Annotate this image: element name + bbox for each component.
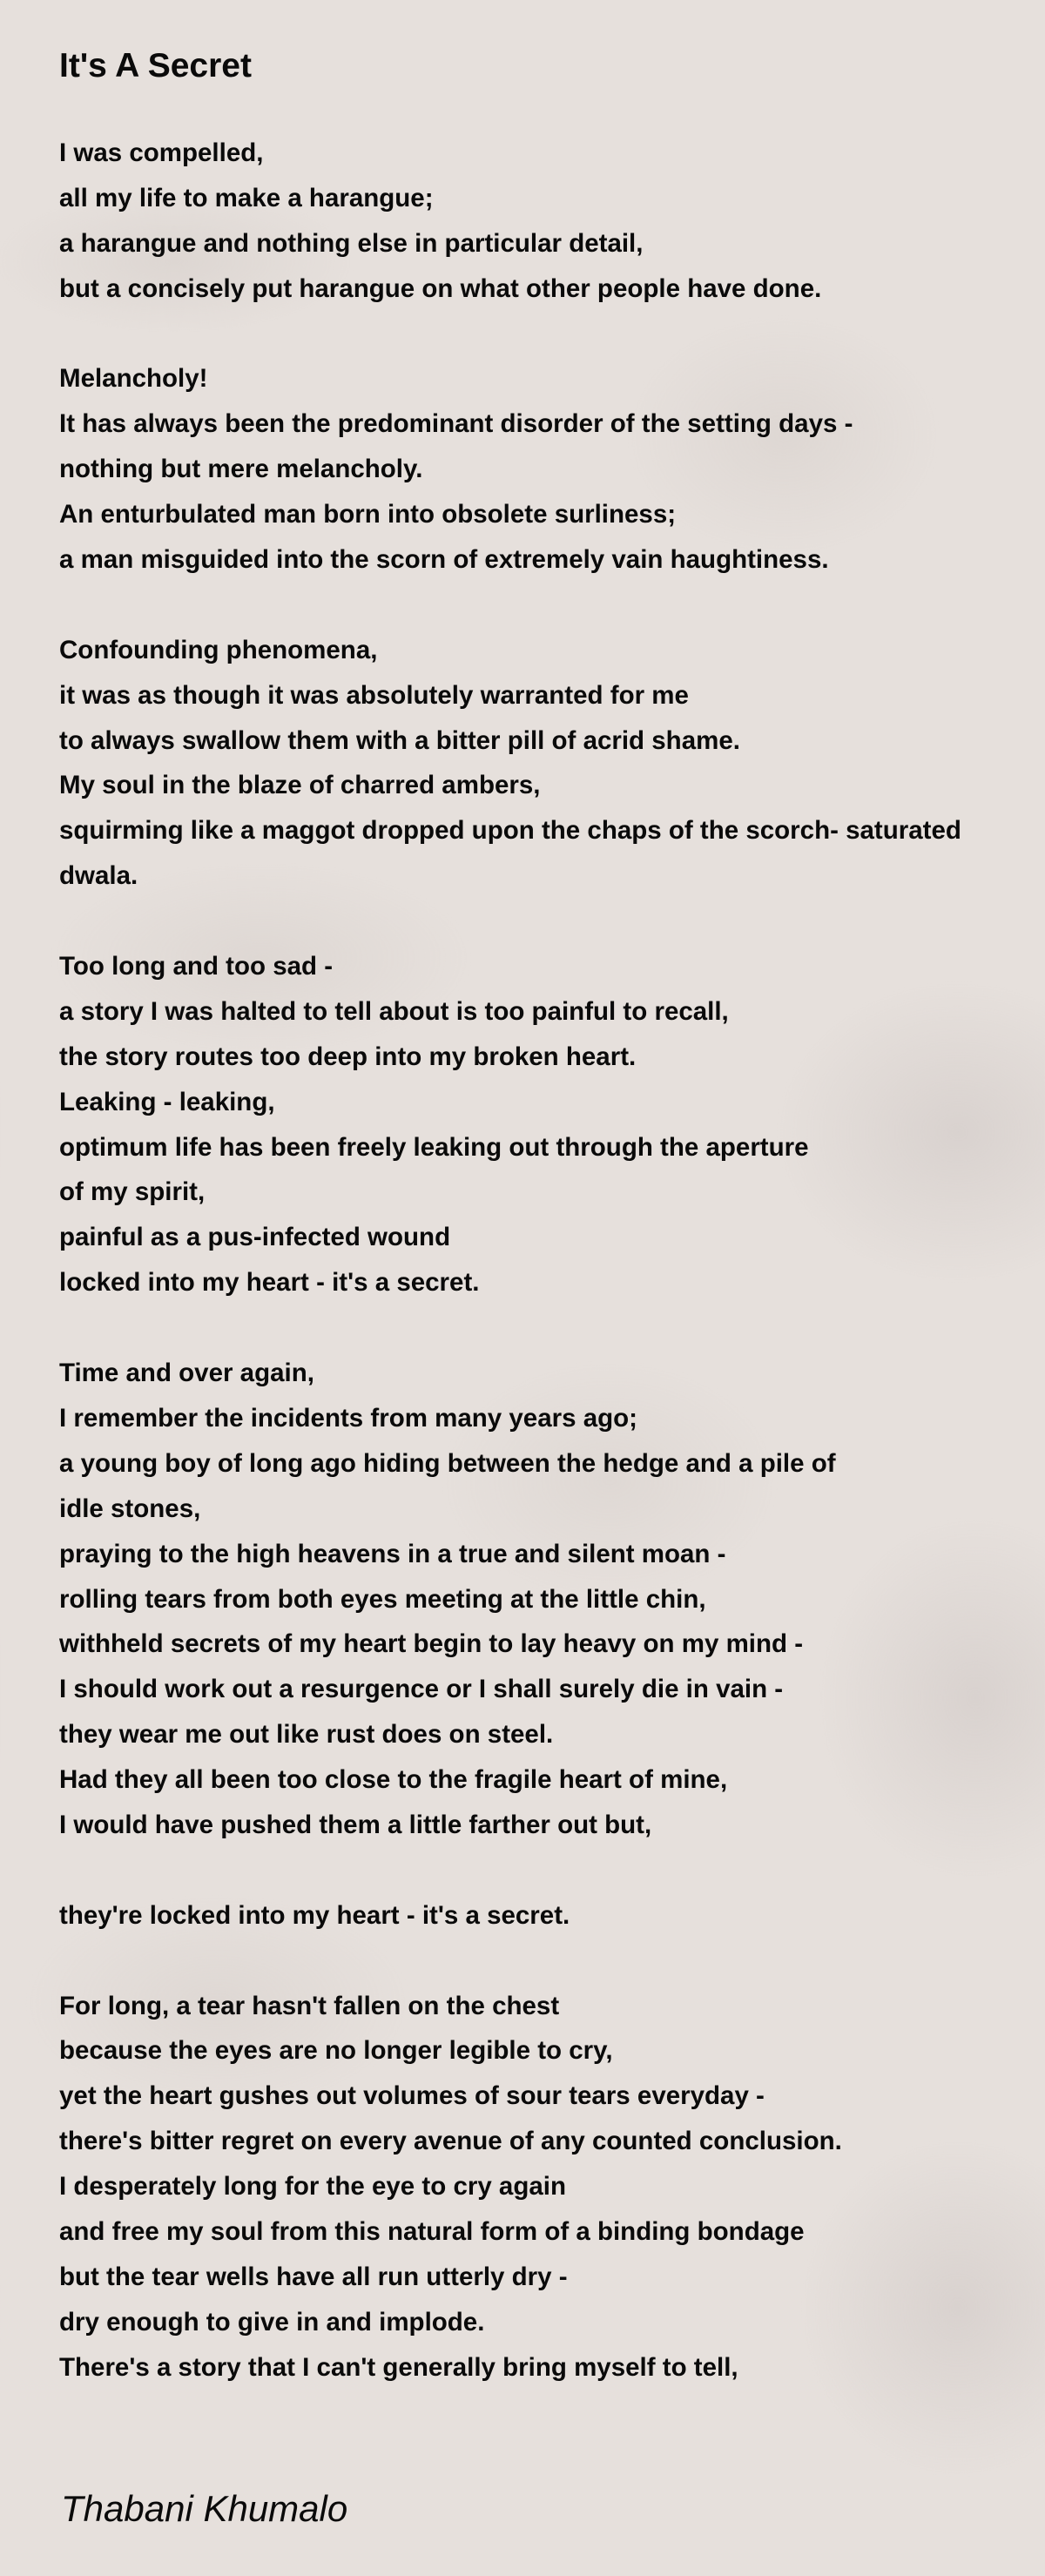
poem-line: Had they all been too close to the fragile heart of mine, [59,1765,728,1795]
poem-line: dry enough to give in and implode. [59,2307,485,2337]
poem-line: I desperately long for the eye to cry again [59,2172,566,2202]
stanza [59,944,1045,1305]
poem-line: painful as a pus-infected wound [59,1223,451,1252]
poem-line: nothing but mere melancholy. [59,455,423,484]
poem-line: a man misguided into the scorn of extremely vain haughtiness. [59,545,829,575]
poem-line: of my spirit, [59,1177,206,1207]
stanza [59,628,1045,899]
poem-line: to always swallow them with a bitter pill of acrid shame. [59,725,740,755]
poem-line: dwala. [59,861,138,891]
poem-line: I should work out a resurgence or I shall surely die in vain - [59,1675,784,1704]
poem-author: Thabani Khumalo [61,2488,348,2529]
poem-line: because the eyes are no longer legible to cry, [59,2036,613,2066]
poem-line: withheld secrets of my heart begin to lay heavy on my mind - [59,1629,804,1659]
poem-line: idle stones, [59,1494,201,1523]
poem-line: Confounding phenomena, [59,635,378,664]
poem-line: a story I was halted to tell about is too painful to recall, [59,996,729,1026]
poem-line: they're locked into my heart - it's a secret. [59,1900,570,1930]
stanza [59,1893,1045,1939]
poem-line: yet the heart gushes out volumes of sour tears everyday - [59,2081,765,2111]
poem-line: a harangue and nothing else in particular detail, [59,228,644,258]
poem-line: praying to the high heavens in a true and silent moan - [59,1539,726,1568]
stanza [59,1984,1045,2391]
poem-line: Too long and too sad - [59,952,334,981]
poem-line: It has always been the predominant disorder of the setting days - [59,409,853,439]
poem-line: and free my soul from this natural form of a binding bondage [59,2216,805,2246]
stanza [59,356,1045,582]
poem-line: An enturbulated man born into obsolete surliness; [59,500,677,529]
poem-line: There's a story that I can't generally bring myself to tell, [59,2352,738,2382]
poem-line: it was as though it was absolutely warranted for me [59,680,689,710]
poem-line: the story routes too deep into my broken heart. [59,1042,637,1071]
poem-line: My soul in the blaze of charred ambers, [59,771,541,800]
poem-line: locked into my heart - it's a secret. [59,1268,480,1298]
poem-body [59,131,1045,2435]
poem-line: squirming like a maggot dropped upon the chaps of the scorch- saturated [59,816,961,846]
poem-line: a young boy of long ago hiding between the hedge and a pile of [59,1448,836,1478]
poem-line: Leaking - leaking, [59,1087,275,1116]
poem-line: there's bitter regret on every avenue of any counted conclusion. [59,2127,842,2156]
poem-line: rolling tears from both eyes meeting at the little chin, [59,1584,706,1614]
poem-line: they wear me out like rust does on steel. [59,1720,554,1750]
poem-line: all my life to make a harangue; [59,183,434,212]
stanza [59,1351,1045,1848]
poem-line: optimum life has been freely leaking out through the aperture [59,1132,809,1162]
poem-title: It's A Secret [59,47,252,84]
poem-line: I would have pushed them a little farther out but, [59,1810,652,1839]
stanza [59,131,1045,312]
poem-line: but a concisely put harangue on what other people have done. [59,273,822,303]
poem-line: Time and over again, [59,1359,314,1388]
poem-line: but the tear wells have all run utterly dry - [59,2262,568,2291]
poem-line: Melancholy! [59,364,208,394]
poem-line: I remember the incidents from many years ago; [59,1403,637,1433]
poem-line: For long, a tear hasn't fallen on the chest [59,1991,560,2020]
poem-line: I was compelled, [59,138,264,167]
